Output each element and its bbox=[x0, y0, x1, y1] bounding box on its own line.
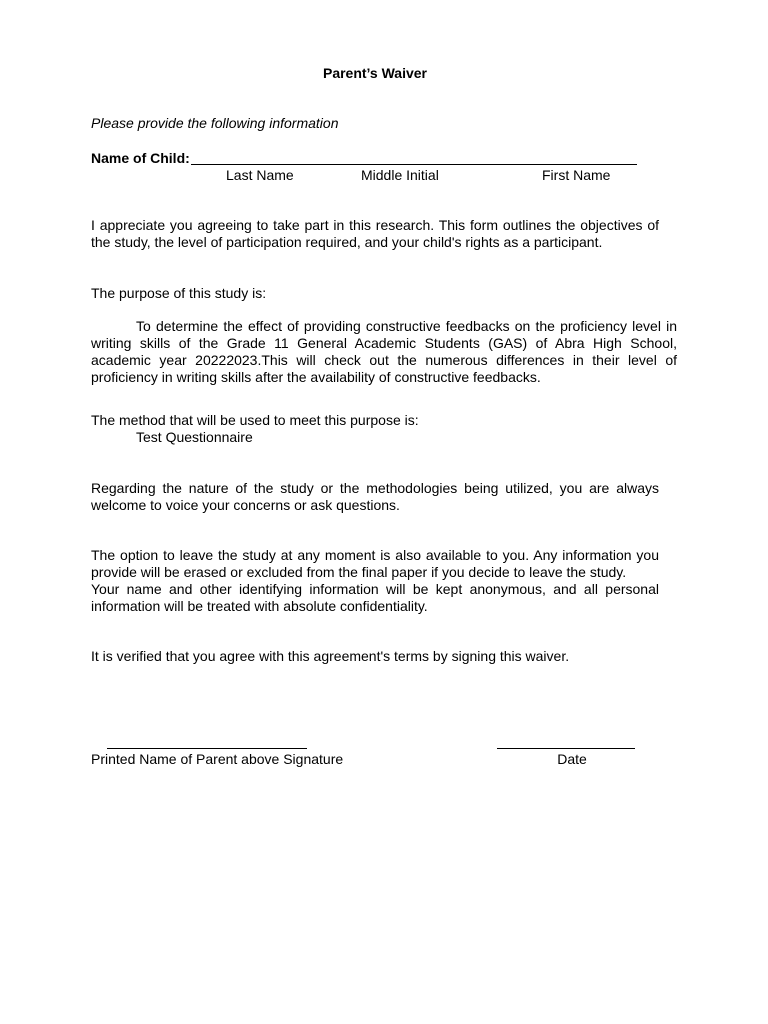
concerns-paragraph: Regarding the nature of the study or the methodologies being utilized, you are always welcome to voice your concerns or ask questions. bbox=[91, 480, 659, 513]
withdrawal-paragraph: The option to leave the study at any moment is also available to you. Any information you provide will be erased or excluded from the final paper if you decide to leave the study. bbox=[91, 547, 659, 580]
appreciation-paragraph: I appreciate you agreeing to take part in this research. This form outlines the objectives of the study, the level of participation required, and your child's rights as a participant. bbox=[91, 217, 659, 250]
first-name-label: First Name bbox=[542, 167, 611, 183]
purpose-label: The purpose of this study is: bbox=[91, 285, 267, 301]
confidentiality-paragraph: Your name and other identifying information will be kept anonymous, and all personal information will be treated with absolute confidentiality. bbox=[91, 581, 659, 614]
child-name-label: Name of Child: bbox=[91, 150, 190, 166]
method-label: The method that will be used to meet this purpose is: bbox=[91, 412, 419, 428]
verification-paragraph: It is verified that you agree with this agreement's terms by signing this waiver. bbox=[91, 648, 570, 664]
intro-text: Please provide the following information bbox=[91, 115, 339, 131]
middle-initial-label: Middle Initial bbox=[361, 167, 439, 183]
purpose-paragraph: To determine the effect of providing constructive feedbacks on the proficiency level in writing skills of the Grade 11 General Academic Students (GAS) of Abra High School, academic year 20222023.This will check out the numerous differences in their level of proficiency in writing skills after the availability of constructive feedbacks. bbox=[91, 318, 677, 385]
last-name-label: Last Name bbox=[226, 167, 294, 183]
parent-signature-label: Printed Name of Parent above Signature bbox=[91, 751, 344, 767]
page-title: Parent’s Waiver bbox=[322, 65, 427, 81]
method-value: Test Questionnaire bbox=[136, 429, 253, 445]
date-label: Date bbox=[557, 751, 587, 767]
child-name-field-line bbox=[191, 164, 637, 165]
date-line bbox=[497, 748, 635, 749]
parent-signature-line bbox=[107, 748, 307, 749]
